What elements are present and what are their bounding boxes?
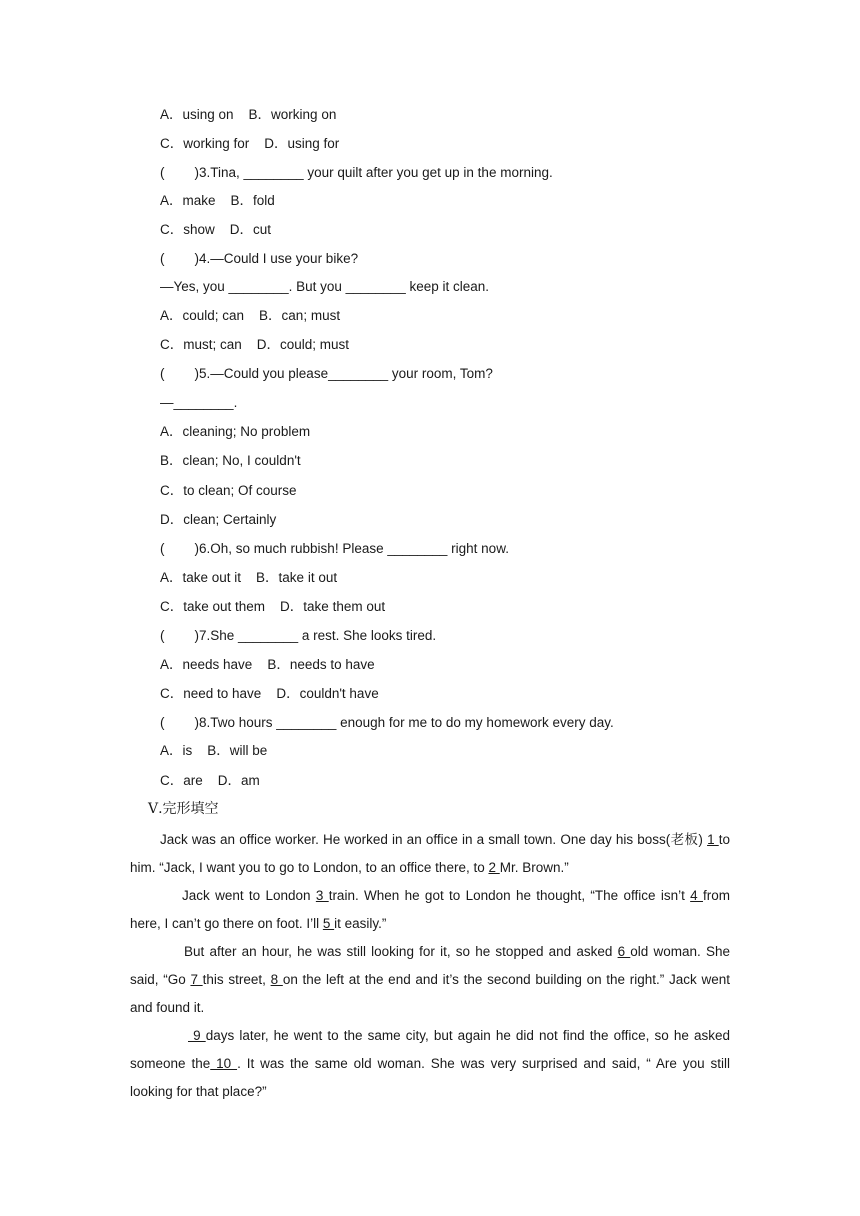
question-3: ( )3.Tina, ________ your quilt after you get up in the morning.: [160, 165, 553, 180]
option-line: B．clean; No, I couldn't: [160, 453, 301, 468]
question-8: ( )8.Two hours ________ enough for me to do my homework every day.: [160, 715, 614, 730]
section-heading: Ⅴ.完形填空: [148, 801, 219, 817]
question-5: ( )5.—Could you please________ your room, Tom?: [160, 366, 493, 381]
option-line: C．working for D．using for: [160, 136, 340, 151]
passage-text: But after an hour, he was still looking for it, so he stopped and asked: [184, 944, 618, 959]
blank-6: 6: [617, 944, 631, 959]
option-line: C．must; can D．could; must: [160, 337, 350, 352]
passage-text: Jack went to London: [182, 888, 316, 903]
option-line: A．using on B．working on: [160, 107, 337, 122]
blank-8: 8: [270, 972, 283, 987]
passage-paragraph: [130, 1022, 730, 1106]
passage-paragraph: [130, 882, 730, 938]
passage-text: it easily.”: [334, 916, 387, 931]
option-line: C．to clean; Of course: [160, 483, 297, 498]
option-line: A．is B．will be: [160, 743, 268, 758]
passage-paragraph: [130, 938, 730, 1022]
passage-text: Mr. Brown.”: [499, 860, 569, 875]
option-line: C．need to have D．couldn't have: [160, 686, 379, 701]
option-line: C．are D．am: [160, 773, 260, 788]
passage-paragraph: [130, 826, 730, 882]
passage-text: . It was the same old woman. She was very surprised and said, “ Are you still looking for that place?”: [130, 1056, 731, 1099]
passage-text: this street,: [202, 972, 271, 987]
question-7: ( )7.She ________ a rest. She looks tired.: [160, 628, 437, 643]
option-line: C．show D．cut: [160, 222, 272, 237]
passage-text: from here, I can’t go there on foot. I’ll: [130, 888, 730, 931]
blank-4: 4: [690, 888, 703, 903]
option-line: A．could; can B．can; must: [160, 308, 341, 323]
option-line: C．take out them D．take them out: [160, 599, 386, 614]
blank-2: 2: [488, 860, 500, 875]
passage-text: to him. “Jack, I want you to go to London, to an office there, to: [130, 832, 730, 875]
question-5-answer: —________.: [160, 395, 238, 410]
question-6: ( )6.Oh, so much rubbish! Please ________ right now.: [160, 541, 509, 556]
passage-text: train. When he got to London he thought, “The office isn’t: [328, 888, 691, 903]
option-line: D．clean; Certainly: [160, 512, 277, 527]
passage-text: days later, he went to the same city, but again he did not find the office, so he asked someone the: [130, 1028, 730, 1071]
option-line: A．take out it B．take it out: [160, 570, 338, 585]
blank-3: 3: [315, 888, 329, 903]
blank-10: 10: [210, 1056, 238, 1071]
cloze-passage: [130, 826, 730, 1106]
passage-text: on the left at the end and it’s the second building on the right.” Jack went and found it.: [130, 972, 730, 1015]
option-line: A．cleaning; No problem: [160, 424, 311, 439]
option-line: A．needs have B．needs to have: [160, 657, 375, 672]
passage-text: Jack was an office worker. He worked in an office in a small town. One day his boss(老板): [160, 832, 708, 847]
blank-5: 5: [322, 916, 335, 931]
question-4: ( )4.—Could I use your bike?: [160, 251, 359, 266]
blank-1: 1: [707, 832, 719, 847]
option-line: A．make B．fold: [160, 193, 275, 208]
passage-text: old woman. She said, “Go: [130, 944, 730, 987]
blank-9: 9: [188, 1028, 206, 1043]
question-4-answer: —Yes, you ________. But you ________ keep it clean.: [160, 279, 490, 294]
blank-7: 7: [190, 972, 203, 987]
